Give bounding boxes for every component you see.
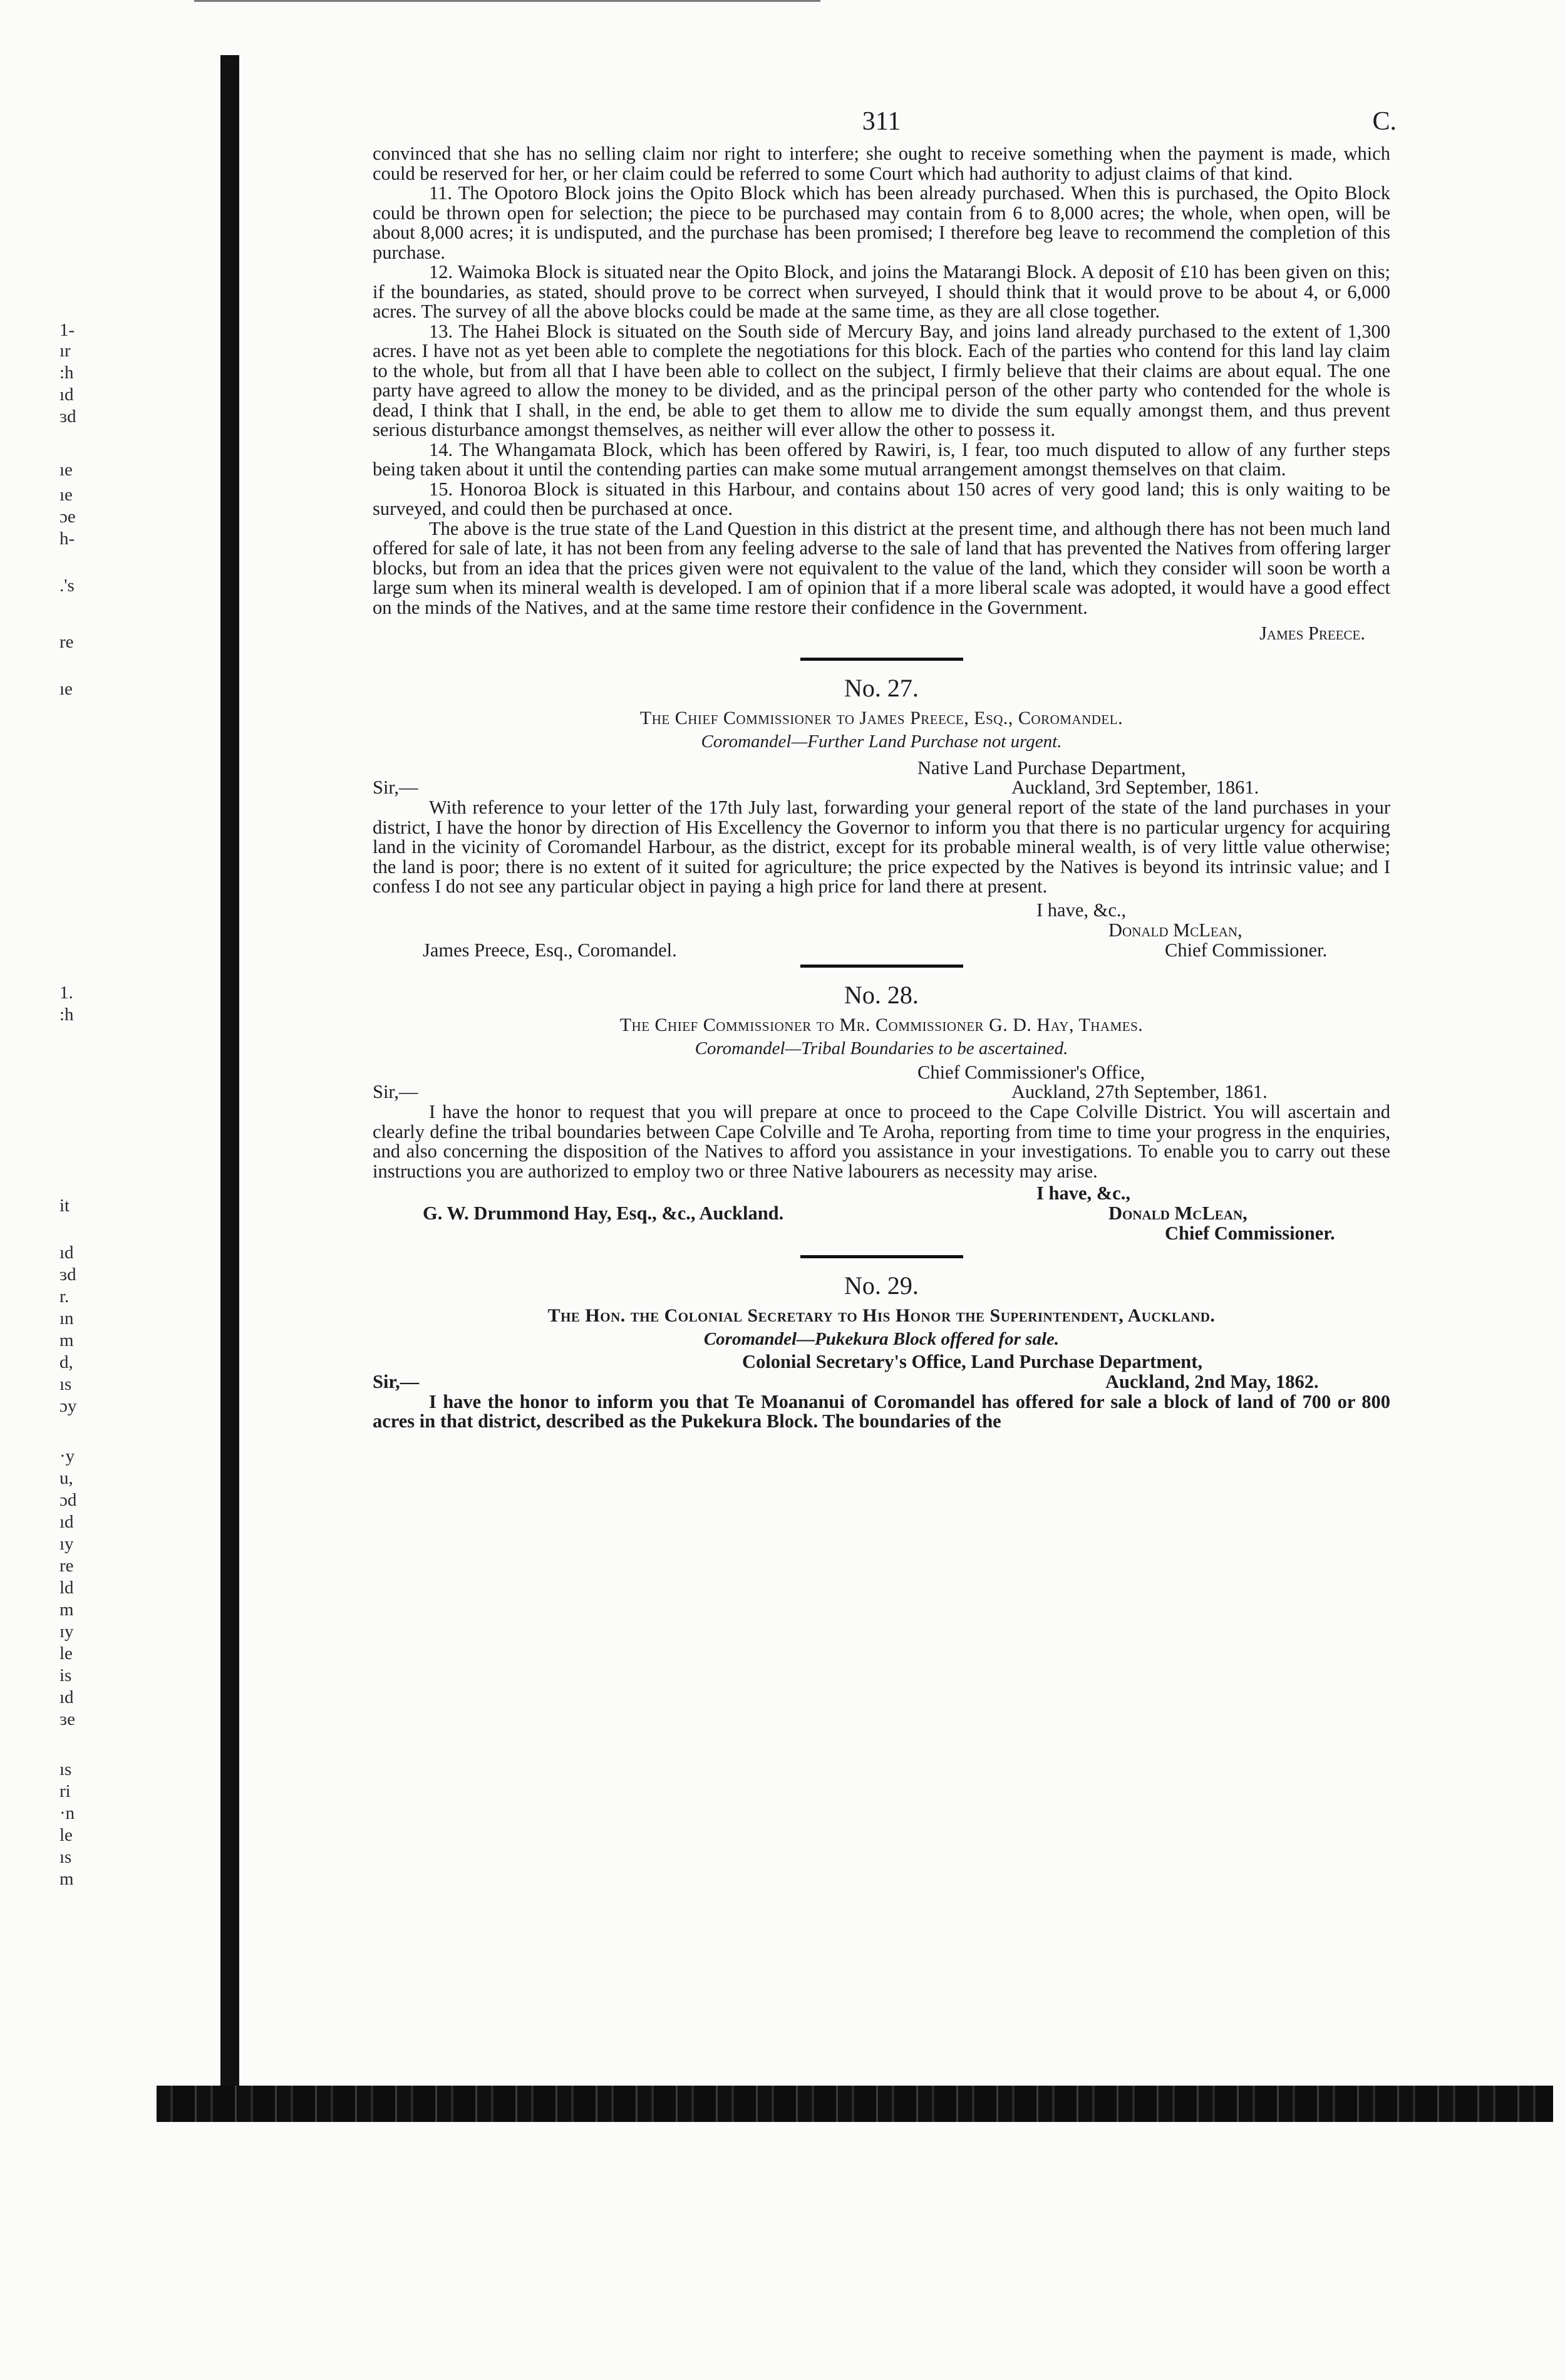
letter-signatory: Donald McLean,: [1108, 919, 1242, 941]
margin-fragment: ıs: [59, 1759, 72, 1779]
page-header: [373, 94, 1397, 144]
letter-body: I have the honor to inform you that Te Moananui of Coromandel has offered for sale a block of land of 700 or 800 acres in that district, described as the Pukekura Block. The boundaries of the: [373, 1390, 1390, 1432]
margin-fragment: ıd: [59, 1512, 74, 1532]
section-divider: [800, 658, 963, 661]
margin-fragment: ıe: [59, 679, 73, 699]
margin-fragment: m: [59, 1330, 74, 1350]
margin-fragment: ·y: [59, 1446, 75, 1466]
letter-signatory-title: Chief Commissioner.: [1165, 1223, 1335, 1244]
letter-number: No. 27.: [844, 673, 919, 702]
letter-salutation: Sir,—: [373, 1370, 420, 1392]
page-number: 311: [862, 107, 901, 136]
margin-fragment: ri: [59, 1781, 71, 1801]
margin-fragment: ɜe: [59, 1709, 76, 1729]
letter-number: No. 29.: [844, 1271, 919, 1300]
report-paragraph: The above is the true state of the Land Question in this district at the present time, and although there has not been much land offered for sale of late, it has not been from any feeling adverse to the sale of land that has prevented the Natives from offering larger blocks, but from an idea that the prices given were not equivalent to the value of the land, which they consider will soon be worth a large sum when its mineral wealth is developed. I am of opinion that if a more liberal scale was adopted, it would have a good effect on the minds of the Natives, and at the same time restore their confidence in the Government.: [373, 517, 1390, 618]
margin-fragment: ıs: [59, 1847, 72, 1867]
margin-fragment: h-: [59, 529, 75, 549]
margin-fragment: is: [59, 1665, 72, 1685]
binding-spine: [220, 55, 239, 2091]
margin-fragment: 1-: [59, 320, 75, 340]
margin-fragment: ıd: [59, 1687, 74, 1707]
margin-fragment: ld: [59, 1578, 74, 1598]
margin-fragment: le: [59, 1643, 73, 1663]
letter-date: Auckland, 2nd May, 1862.: [1105, 1370, 1319, 1392]
margin-fragment: ır: [59, 341, 71, 361]
report-paragraph: 11. The Opotoro Block joins the Opito Block which has been already purchased. When this is purchased, the Opito Block could be thrown open for selection; the piece to be purchased may contain from 6 to 8,000 acres; the whole, when open, will be about 8,000 acres; it is undisputed, and the purchase has been promised; I therefore beg leave to recommend the completion of this purchase.: [373, 182, 1390, 263]
letter-from-to: The Hon. the Colonial Secretary to His Honor the Superintendent, Auckland.: [547, 1305, 1216, 1326]
scan-bottom-band: [157, 2086, 1553, 2122]
letter-date: Auckland, 3rd September, 1861.: [1011, 777, 1259, 798]
margin-fragment: d,: [59, 1352, 73, 1372]
letter-office: Native Land Purchase Department,: [917, 757, 1186, 779]
margin-fragment: ıd: [59, 385, 74, 405]
letter-closing: I have, &c.,: [1036, 1182, 1130, 1204]
report-paragraph: 15. Honoroa Block is situated in this Harbour, and contains about 150 acres of very good land; this is only waiting to be surveyed, and could then be purchased at once.: [373, 478, 1390, 519]
letter-number: No. 28.: [844, 980, 919, 1009]
section-divider: [800, 965, 963, 968]
report-paragraph: 14. The Whangamata Block, which has been offered by Rawiri, is, I fear, too much disputed to allow of any further steps being taken about it until the contending parties can make some mutual arrangement amongst themselves on that claim.: [373, 438, 1390, 480]
letter-from-to: The Chief Commissioner to James Preece, Esq., Coromandel.: [639, 707, 1123, 728]
margin-fragment: ıe: [59, 460, 73, 480]
margin-fragment: ɔy: [59, 1396, 77, 1416]
letter-date: Auckland, 27th September, 1861.: [1011, 1081, 1268, 1102]
margin-fragment: m: [59, 1869, 74, 1889]
letter-office: Chief Commissioner's Office,: [917, 1061, 1145, 1083]
letter-27: [373, 673, 1390, 961]
page-body: [373, 94, 1397, 1432]
pencil-mark: [1058, 2342, 1134, 2380]
margin-fragment: r.: [59, 1286, 70, 1306]
letter-29: [373, 1271, 1390, 1432]
margin-fragment: ɔd: [59, 1490, 77, 1510]
letter-body: With reference to your letter of the 17th July last, forwarding your general report of the state of the land purchases in your district, I have the honor by direction of His Excellency the Governor to inform you that there is no particular urgency for acquiring land in the vicinity of Coromandel Harbour, as the district, except for its probable mineral wealth, is of very little value otherwise; the land is poor; there is no extent of it suited for agriculture; the price expected by the Natives is beyond its intrinsic value; and I confess I do not see any particular object in paying a high price for land there at present.: [373, 797, 1390, 897]
margin-fragment: it: [59, 1196, 70, 1216]
margin-fragment: :h: [59, 1005, 74, 1025]
letter-salutation: Sir,—: [373, 777, 418, 798]
margin-fragment: m: [59, 1600, 74, 1620]
margin-fragment: re: [59, 1556, 74, 1576]
margin-fragment: ıe: [59, 485, 73, 505]
letter-subject: Coromandel—Tribal Boundaries to be ascertained.: [695, 1038, 1068, 1058]
section-letter: C.: [1372, 107, 1397, 136]
section-divider: [800, 1255, 963, 1258]
letter-closing: I have, &c.,: [1036, 899, 1127, 921]
letter-salutation: Sir,—: [373, 1081, 418, 1102]
margin-fragment: re: [59, 632, 74, 652]
margin-fragment: ıd: [59, 1243, 74, 1263]
letter-from-to: The Chief Commissioner to Mr. Commissioner G. D. Hay, Thames.: [619, 1014, 1144, 1035]
margin-fragment: ɜd: [59, 1265, 76, 1285]
letter-addressee: James Preece, Esq., Coromandel.: [423, 939, 677, 961]
letter-addressee: G. W. Drummond Hay, Esq., &c., Auckland.: [423, 1203, 784, 1224]
margin-fragment: :h: [59, 363, 74, 383]
margin-fragment: ·n: [59, 1803, 75, 1823]
adjacent-page-fragments: [59, 0, 135, 2189]
report-paragraph: 13. The Hahei Block is situated on the South side of Mercury Bay, and joins land already purchased to the extent of 1,300 acres. I have not as yet been able to complete the negotiations for this block. Each of the parties who contend for this land lay claim to the whole, but from all that I have been able to collect on the subject, I firmly believe that their claims are about equal. The one party have agreed to allow the money to be divided, and as the principal person of the other party who contended for the whole is dead, I think that I shall, in the end, be able to get them to allow me to divide the sum equally amongst them, and thus prevent serious disturbance amongst themselves, as neither will ever allow the other to possess it.: [373, 320, 1390, 440]
report-paragraph: convinced that she has no selling claim nor right to interfere; she ought to receive something when the payment is made, which could be reserved for her, or her claim could be referred to some Court which had authority to adjust claims of that kind.: [373, 143, 1390, 184]
scan-top-rule: [194, 0, 820, 2]
margin-fragment: ɪy: [59, 1622, 74, 1642]
report-signature: James Preece.: [1259, 623, 1365, 644]
report-paragraph: 12. Waimoka Block is situated near the Opito Block, and joins the Matarangi Block. A deposit of £10 has been given on this; if the boundaries, as stated, should prove to be correct when surveyed, I should think that it would prove to be about 4, or 6,000 acres. The survey of all the above blocks could be made at the same time, as they are all close together.: [373, 261, 1390, 322]
margin-fragment: ɔe: [59, 507, 76, 527]
margin-fragment: ɜd: [59, 406, 76, 427]
letter-signatory-title: Chief Commissioner.: [1165, 939, 1328, 961]
letter-office: Colonial Secretary's Office, Land Purchase Department,: [742, 1351, 1203, 1372]
margin-fragment: ın: [59, 1308, 74, 1328]
margin-fragment: ıy: [59, 1534, 74, 1554]
letter-subject: Coromandel—Pukekura Block offered for sale.: [703, 1329, 1060, 1349]
margin-fragment: u,: [59, 1468, 73, 1488]
margin-fragment: ıs: [59, 1374, 72, 1394]
letter-signatory: Donald McLean,: [1108, 1203, 1247, 1224]
margin-fragment: 1.: [59, 983, 73, 1003]
report-continuation: [373, 144, 1390, 644]
letter-subject: Coromandel—Further Land Purchase not urgent.: [701, 731, 1062, 752]
margin-fragment: .'s: [59, 576, 75, 596]
letter-body: I have the honor to request that you will prepare at once to proceed to the Cape Colville District. You will ascertain and clearly define the tribal boundaries between Cape Colville and Te Aroha, reporting from time to time your progress in the enquiries, and also concerning the disposition of the Natives to afford you assistance in your investigations. To enable you to carry out these instructions you are authorized to employ two or three Native labourers as necessity may arise.: [373, 1101, 1390, 1182]
margin-fragment: le: [59, 1825, 73, 1845]
letter-28: [373, 980, 1390, 1244]
